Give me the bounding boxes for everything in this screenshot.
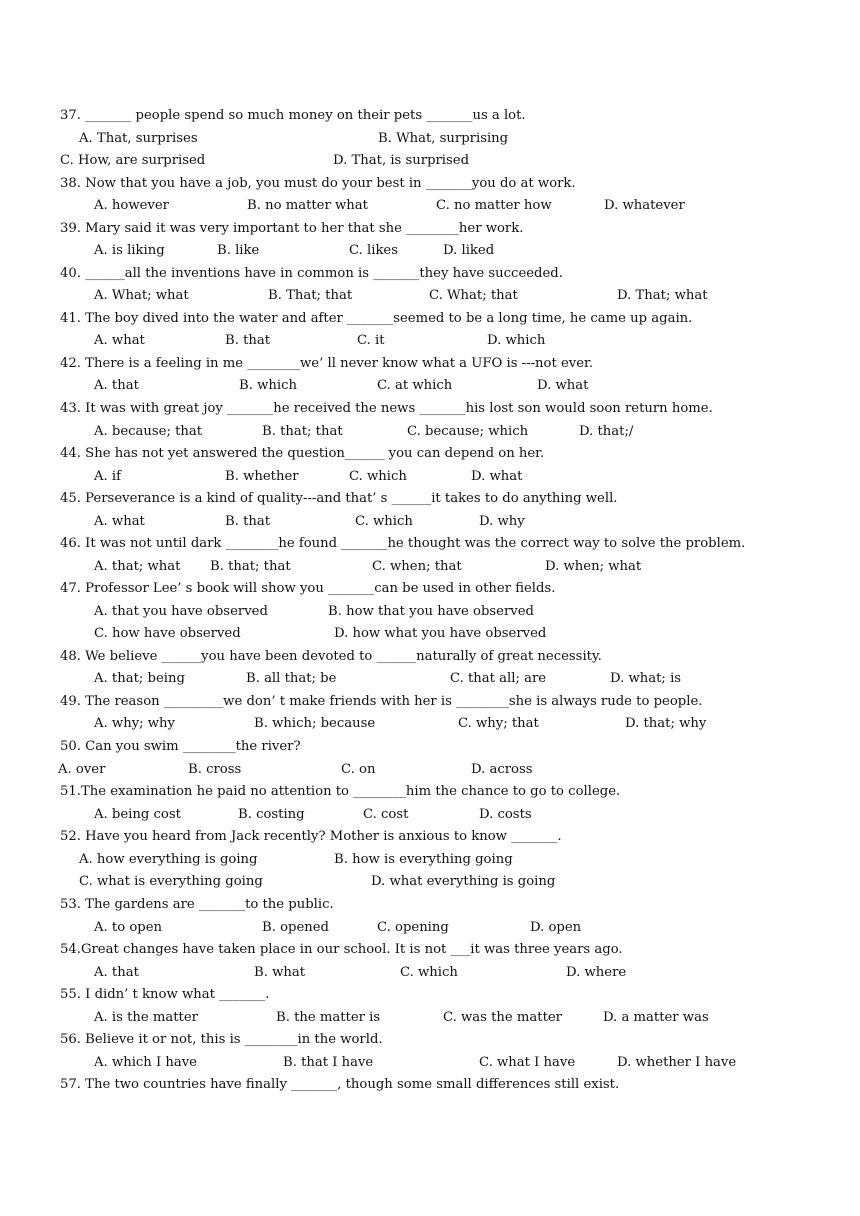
answer-option: C. which (349, 469, 407, 484)
answer-option: D. that; why (625, 716, 707, 731)
answer-option: C. when; that (372, 559, 462, 574)
answer-option: B. cross (188, 762, 242, 777)
question-stem: 39. Mary said it was very important to her that she ________her work. (60, 221, 524, 236)
answer-option: D. a matter was (603, 1010, 709, 1025)
question-stem: 49. The reason _________we don’ t make friends with her is ________she is always rude to people. (60, 694, 703, 709)
answer-option: B. that I have (283, 1055, 374, 1070)
answer-option: C. on (341, 762, 376, 777)
question-stem: 46. It was not until dark ________he found _______he thought was the correct way to solve the problem. (60, 536, 746, 551)
question-stem: 54.Great changes have taken place in our school. It is not ___it was three years ago. (60, 942, 623, 957)
answer-option: D. what everything is going (371, 874, 556, 889)
answer-option: C. How, are surprised (60, 153, 206, 168)
answer-option: C. because; which (407, 424, 529, 439)
answer-option: B. that (225, 514, 271, 529)
answer-option: A. that; what (94, 559, 181, 574)
answer-option: A. what (94, 514, 145, 529)
answer-option: C. which (400, 965, 458, 980)
question-stem: 57. The two countries have finally _______, though some small differences still exist. (60, 1077, 620, 1092)
answer-option: A. how everything is going (79, 852, 258, 867)
answer-option: A. if (94, 469, 122, 484)
answer-option: C. at which (377, 378, 453, 393)
answer-option: A. that; being (94, 671, 185, 686)
answer-option: D. when; what (545, 559, 642, 574)
answer-option: D. across (471, 762, 533, 777)
question-stem: 37. _______ people spend so much money on their pets _______us a lot. (60, 108, 526, 123)
answer-option: B. that; that (262, 424, 343, 439)
question-stem: 40. ______all the inventions have in common is _______they have succeeded. (60, 266, 563, 281)
answer-option: C. no matter how (436, 198, 552, 213)
answer-option: C. that all; are (450, 671, 547, 686)
answer-option: B. the matter is (276, 1010, 381, 1025)
answer-option: D. what (537, 378, 589, 393)
answer-option: D. what; is (610, 671, 682, 686)
answer-option: D. how what you have observed (334, 626, 547, 641)
answer-option: A. why; why (94, 716, 176, 731)
answer-option: C. What; that (429, 288, 518, 303)
answer-option: A. because; that (94, 424, 203, 439)
answer-option: A. however (94, 198, 169, 213)
question-stem: 51.The examination he paid no attention to ________him the chance to go to college. (60, 784, 621, 799)
answer-option: B. no matter what (247, 198, 368, 213)
answer-option: C. was the matter (443, 1010, 562, 1025)
answer-option: D. why (479, 514, 525, 529)
question-stem: 38. Now that you have a job, you must do your best in _______you do at work. (60, 176, 576, 191)
answer-option: A. that (94, 965, 139, 980)
answer-option: B. which; because (254, 716, 376, 731)
answer-option: D. whether I have (617, 1055, 737, 1070)
answer-option: D. That, is surprised (333, 153, 470, 168)
answer-option: D. open (530, 920, 582, 935)
question-stem: 50. Can you swim ________the river? (60, 739, 301, 754)
answer-option: A. being cost (94, 807, 181, 822)
answer-option: C. what is everything going (79, 874, 263, 889)
answer-option: B. opened (262, 920, 329, 935)
answer-option: B. That; that (268, 288, 353, 303)
question-stem: 56. Believe it or not, this is ________in the world. (60, 1032, 383, 1047)
answer-option: B. like (217, 243, 260, 258)
question-stem: 48. We believe ______you have been devoted to ______naturally of great necessity. (60, 649, 602, 664)
answer-option: B. whether (225, 469, 299, 484)
question-stem: 45. Perseverance is a kind of quality---and that’ s ______it takes to do anything well. (60, 491, 618, 506)
answer-option: A. what (94, 333, 145, 348)
answer-option: D. whatever (604, 198, 685, 213)
answer-option: C. which (355, 514, 413, 529)
answer-option: B. that; that (210, 559, 291, 574)
answer-option: D. liked (443, 243, 495, 258)
answer-option: A. which I have (94, 1055, 197, 1070)
question-stem: 55. I didn’ t know what _______. (60, 987, 270, 1002)
answer-option: B. how that you have observed (328, 604, 534, 619)
answer-option: A. is the matter (94, 1010, 198, 1025)
answer-option: A. is liking (94, 243, 165, 258)
answer-option: A. to open (94, 920, 163, 935)
answer-option: D. what (471, 469, 523, 484)
question-stem: 52. Have you heard from Jack recently? Mother is anxious to know _______. (60, 829, 562, 844)
answer-option: D. where (566, 965, 627, 980)
answer-option: B. what (254, 965, 306, 980)
answer-option: C. likes (349, 243, 399, 258)
answer-option: B. all that; be (246, 671, 337, 686)
answer-option: A. that you have observed (94, 604, 268, 619)
answer-option: A. that (94, 378, 139, 393)
answer-option: C. why; that (458, 716, 539, 731)
answer-option: D. that;/ (579, 424, 634, 439)
answer-option: D. That; what (617, 288, 708, 303)
answer-option: A. What; what (94, 288, 189, 303)
answer-option: A. over (58, 762, 106, 777)
answer-option: C. it (357, 333, 385, 348)
answer-option: B. What, surprising (378, 131, 509, 146)
question-stem: 42. There is a feeling in me ________we’ ll never know what a UFO is ---not ever. (60, 356, 594, 371)
question-stem: 47. Professor Lee’ s book will show you _______can be used in other fields. (60, 581, 556, 596)
answer-option: C. what I have (479, 1055, 576, 1070)
answer-option: B. how is everything going (334, 852, 513, 867)
question-stem: 41. The boy dived into the water and after _______seemed to be a long time, he came up again. (60, 311, 693, 326)
answer-option: D. costs (479, 807, 532, 822)
answer-option: D. which (487, 333, 546, 348)
question-stem: 43. It was with great joy _______he received the news _______his lost son would soon return home. (60, 401, 713, 416)
answer-option: C. cost (363, 807, 409, 822)
answer-option: B. costing (238, 807, 305, 822)
answer-option: C. opening (377, 920, 449, 935)
question-stem: 44. She has not yet answered the question______ you can depend on her. (60, 446, 545, 461)
answer-option: A. That, surprises (79, 131, 198, 146)
answer-option: B. that (225, 333, 271, 348)
answer-option: B. which (239, 378, 297, 393)
question-stem: 53. The gardens are _______to the public. (60, 897, 334, 912)
answer-option: C. how have observed (94, 626, 241, 641)
